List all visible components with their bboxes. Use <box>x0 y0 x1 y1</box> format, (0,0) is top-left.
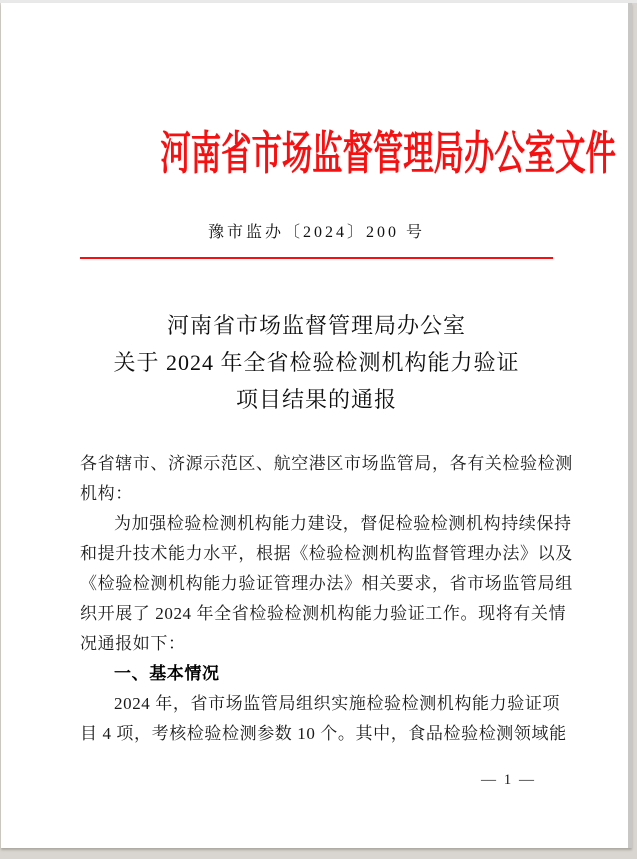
page-content <box>1 123 628 859</box>
body-line: 织开展了 2024 年全省检验检测机构能力验证工作。现将有关情 <box>80 604 567 623</box>
body-line: 况通报如下： <box>80 634 186 653</box>
section-heading: 一、基本情况 <box>114 664 220 683</box>
body-line: 目 4 项，考核检验检测参数 10 个。其中，食品检验检测领域能 <box>80 724 567 743</box>
scanned-page <box>1 3 632 848</box>
title-line: 关于 2024 年全省检验检测机构能力验证 <box>113 350 520 375</box>
body-line: 2024 年，省市场监管局组织实施检验检测机构能力验证项 <box>114 694 561 713</box>
body-line: 和提升技术能力水平，根据《检验检测机构监督管理办法》以及 <box>80 544 573 563</box>
red-divider-line <box>80 257 553 259</box>
document-title <box>80 307 553 418</box>
document-body <box>80 449 573 749</box>
body-line: 各省辖市、济源示范区、航空港区市场监管局，各有关检验检测 <box>80 454 573 473</box>
page-number: — 1 — <box>481 772 536 788</box>
title-line: 河南省市场监督管理局办公室 <box>166 313 466 338</box>
letterhead-title: 河南省市场监督管理局办公室文件 <box>160 128 616 179</box>
title-line: 项目结果的通报 <box>235 387 397 412</box>
body-line: 为加强检验检测机构能力建设，督促检验检测机构持续保持 <box>114 514 572 533</box>
document-number: 豫市监办〔2024〕200 号 <box>207 224 425 241</box>
body-line: 机构： <box>80 484 133 503</box>
body-line: 《检验检测机构能力验证管理办法》相关要求，省市场监管局组 <box>80 574 573 593</box>
